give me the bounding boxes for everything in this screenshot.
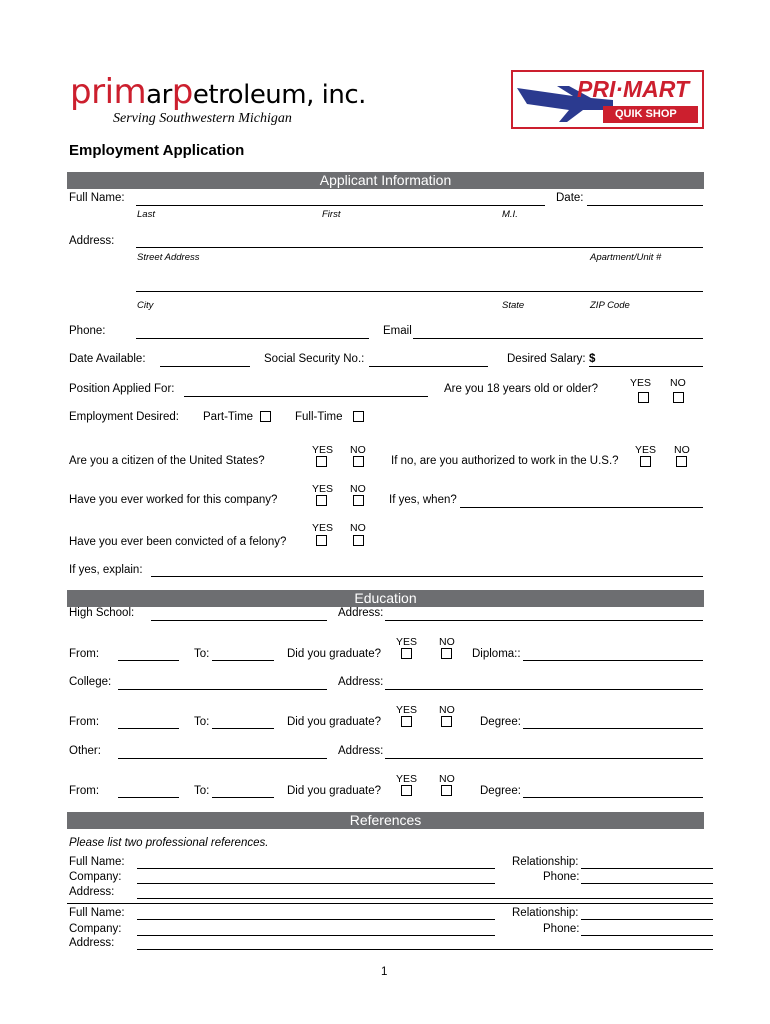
college-no-checkbox[interactable] bbox=[441, 716, 452, 727]
email-field[interactable] bbox=[413, 338, 703, 339]
ssn-field[interactable] bbox=[369, 366, 488, 367]
felony-no-checkbox[interactable] bbox=[353, 535, 364, 546]
other-to-field[interactable] bbox=[212, 797, 274, 798]
ref1-name-label: Full Name: bbox=[69, 856, 125, 868]
college-to-field[interactable] bbox=[212, 728, 274, 729]
desired-salary-field[interactable] bbox=[589, 366, 703, 367]
age-no-label: NO bbox=[670, 377, 686, 389]
desired-salary-label: Desired Salary: bbox=[507, 353, 586, 365]
ref1-company-field[interactable] bbox=[137, 883, 495, 884]
other-field[interactable] bbox=[118, 758, 327, 759]
high-school-label: High School: bbox=[69, 607, 135, 619]
last-caption: Last bbox=[137, 209, 155, 220]
other-yes-label: YES bbox=[396, 773, 418, 785]
other-yes-checkbox[interactable] bbox=[401, 785, 412, 796]
part-time-label: Part-Time bbox=[203, 411, 254, 423]
tagline: Serving Southwestern Michigan bbox=[113, 111, 292, 126]
other-to-label: To: bbox=[194, 785, 210, 797]
worked-no-label: NO bbox=[350, 483, 366, 495]
worked-no-checkbox[interactable] bbox=[353, 495, 364, 506]
other-from-label: From: bbox=[69, 785, 100, 797]
hs-no-checkbox[interactable] bbox=[441, 648, 452, 659]
citizen-yes-label: YES bbox=[312, 444, 334, 456]
primart-logo bbox=[511, 70, 704, 129]
full-name-field[interactable] bbox=[136, 205, 545, 206]
hs-yes-checkbox[interactable] bbox=[401, 648, 412, 659]
authorized-yes-label: YES bbox=[635, 444, 657, 456]
hs-to-field[interactable] bbox=[212, 660, 274, 661]
age-yes-label: YES bbox=[630, 377, 652, 389]
college-yes-checkbox[interactable] bbox=[401, 716, 412, 727]
page-title: Employment Application bbox=[69, 142, 245, 159]
ref1-relationship-label: Relationship: bbox=[512, 856, 579, 868]
mi-caption: M.I. bbox=[502, 209, 518, 220]
hs-from-field[interactable] bbox=[118, 660, 179, 661]
ref2-name-field[interactable] bbox=[137, 919, 495, 920]
high-school-field[interactable] bbox=[151, 620, 327, 621]
ref2-address-field[interactable] bbox=[137, 949, 713, 950]
part-time-checkbox[interactable] bbox=[260, 411, 271, 422]
diploma-field[interactable] bbox=[523, 660, 703, 661]
ref-divider bbox=[67, 903, 713, 904]
company-name: primarpetroleum, inc. bbox=[70, 72, 366, 112]
citizen-yes-checkbox[interactable] bbox=[316, 456, 327, 467]
ref1-phone-field[interactable] bbox=[581, 883, 713, 884]
ref2-address-label: Address: bbox=[69, 937, 115, 949]
date-field[interactable] bbox=[587, 205, 703, 206]
other-no-label: NO bbox=[439, 773, 455, 785]
college-no-label: NO bbox=[439, 704, 455, 716]
dollar-sign: $ bbox=[589, 353, 596, 365]
ref1-relationship-field[interactable] bbox=[581, 868, 713, 869]
college-address-field[interactable] bbox=[385, 689, 703, 690]
hs-yes-label: YES bbox=[396, 636, 418, 648]
ref1-name-field[interactable] bbox=[137, 868, 495, 869]
college-to-label: To: bbox=[194, 716, 210, 728]
street-address-field[interactable] bbox=[136, 247, 703, 248]
age-question: Are you 18 years old or older? bbox=[444, 383, 599, 395]
full-time-checkbox[interactable] bbox=[353, 411, 364, 422]
citizen-no-label: NO bbox=[350, 444, 366, 456]
when-label: If yes, when? bbox=[389, 494, 457, 506]
age-yes-checkbox[interactable] bbox=[638, 392, 649, 403]
other-graduate-question: Did you graduate? bbox=[287, 785, 381, 797]
explain-field[interactable] bbox=[151, 576, 703, 577]
ref2-phone-label: Phone: bbox=[543, 923, 580, 935]
college-label: College: bbox=[69, 676, 112, 688]
ref2-name-label: Full Name: bbox=[69, 907, 125, 919]
other-no-checkbox[interactable] bbox=[441, 785, 452, 796]
ref2-relationship-label: Relationship: bbox=[512, 907, 579, 919]
felony-no-label: NO bbox=[350, 522, 366, 534]
other-address-field[interactable] bbox=[385, 758, 703, 759]
address-label: Address: bbox=[69, 235, 115, 247]
explain-label: If yes, explain: bbox=[69, 564, 143, 576]
age-no-checkbox[interactable] bbox=[673, 392, 684, 403]
other-address-label: Address: bbox=[338, 745, 384, 757]
logo-main-text: PRI·MART bbox=[577, 76, 690, 102]
ssn-label: Social Security No.: bbox=[264, 353, 365, 365]
zip-caption: ZIP Code bbox=[590, 300, 630, 311]
city-caption: City bbox=[137, 300, 154, 311]
authorized-question: If no, are you authorized to work in the U.S.? bbox=[391, 455, 619, 467]
worked-question: Have you ever worked for this company? bbox=[69, 494, 278, 506]
hs-address-label: Address: bbox=[338, 607, 384, 619]
other-label: Other: bbox=[69, 745, 101, 757]
authorized-yes-checkbox[interactable] bbox=[640, 456, 651, 467]
college-degree-field[interactable] bbox=[523, 728, 703, 729]
ref2-company-label: Company: bbox=[69, 923, 122, 935]
college-degree-label: Degree: bbox=[480, 716, 521, 728]
hs-graduate-question: Did you graduate? bbox=[287, 648, 381, 660]
first-caption: First bbox=[322, 209, 341, 220]
college-field[interactable] bbox=[118, 689, 327, 690]
ref1-company-label: Company: bbox=[69, 871, 122, 883]
page-number: 1 bbox=[381, 966, 388, 978]
logo-sub-text: QUIK SHOP bbox=[615, 108, 677, 120]
full-time-label: Full-Time bbox=[295, 411, 343, 423]
position-field[interactable] bbox=[184, 396, 428, 397]
apt-caption: Apartment/Unit # bbox=[590, 252, 662, 263]
email-label: Email bbox=[383, 325, 412, 337]
phone-field[interactable] bbox=[136, 338, 369, 339]
street-caption: Street Address bbox=[137, 252, 200, 263]
ref2-relationship-field[interactable] bbox=[581, 919, 713, 920]
ref1-address-field[interactable] bbox=[137, 898, 713, 899]
citizen-no-checkbox[interactable] bbox=[353, 456, 364, 467]
ref1-address-label: Address: bbox=[69, 886, 115, 898]
date-available-label: Date Available: bbox=[69, 353, 146, 365]
college-from-label: From: bbox=[69, 716, 100, 728]
date-available-field[interactable] bbox=[160, 366, 250, 367]
employment-desired-label: Employment Desired: bbox=[69, 411, 179, 423]
felony-yes-label: YES bbox=[312, 522, 334, 534]
other-degree-field[interactable] bbox=[523, 797, 703, 798]
citizen-question: Are you a citizen of the United States? bbox=[69, 455, 265, 467]
worked-yes-label: YES bbox=[312, 483, 334, 495]
hs-from-label: From: bbox=[69, 648, 100, 660]
position-label: Position Applied For: bbox=[69, 383, 175, 395]
other-from-field[interactable] bbox=[118, 797, 179, 798]
city-state-zip-field[interactable] bbox=[136, 291, 703, 292]
college-address-label: Address: bbox=[338, 676, 384, 688]
section-education-header: Education bbox=[67, 590, 704, 607]
felony-question: Have you ever been convicted of a felony? bbox=[69, 536, 287, 548]
date-label: Date: bbox=[556, 192, 584, 204]
ref2-phone-field[interactable] bbox=[581, 935, 713, 936]
state-caption: State bbox=[502, 300, 525, 311]
college-graduate-question: Did you graduate? bbox=[287, 716, 381, 728]
hs-address-field[interactable] bbox=[385, 620, 703, 621]
authorized-no-label: NO bbox=[674, 444, 690, 456]
college-yes-label: YES bbox=[396, 704, 418, 716]
authorized-no-checkbox[interactable] bbox=[676, 456, 687, 467]
other-degree-label: Degree: bbox=[480, 785, 521, 797]
references-intro: Please list two professional references. bbox=[69, 837, 269, 849]
ref2-company-field[interactable] bbox=[137, 935, 495, 936]
ref1-phone-label: Phone: bbox=[543, 871, 580, 883]
hs-to-label: To: bbox=[194, 648, 210, 660]
hs-no-label: NO bbox=[439, 636, 455, 648]
felony-yes-checkbox[interactable] bbox=[316, 535, 327, 546]
section-references-header: References bbox=[67, 812, 704, 829]
phone-label: Phone: bbox=[69, 325, 106, 337]
college-from-field[interactable] bbox=[118, 728, 179, 729]
diploma-label: Diploma:: bbox=[472, 648, 521, 660]
worked-yes-checkbox[interactable] bbox=[316, 495, 327, 506]
when-field[interactable] bbox=[460, 507, 703, 508]
full-name-label: Full Name: bbox=[69, 192, 125, 204]
section-applicant-header: Applicant Information bbox=[67, 172, 704, 189]
